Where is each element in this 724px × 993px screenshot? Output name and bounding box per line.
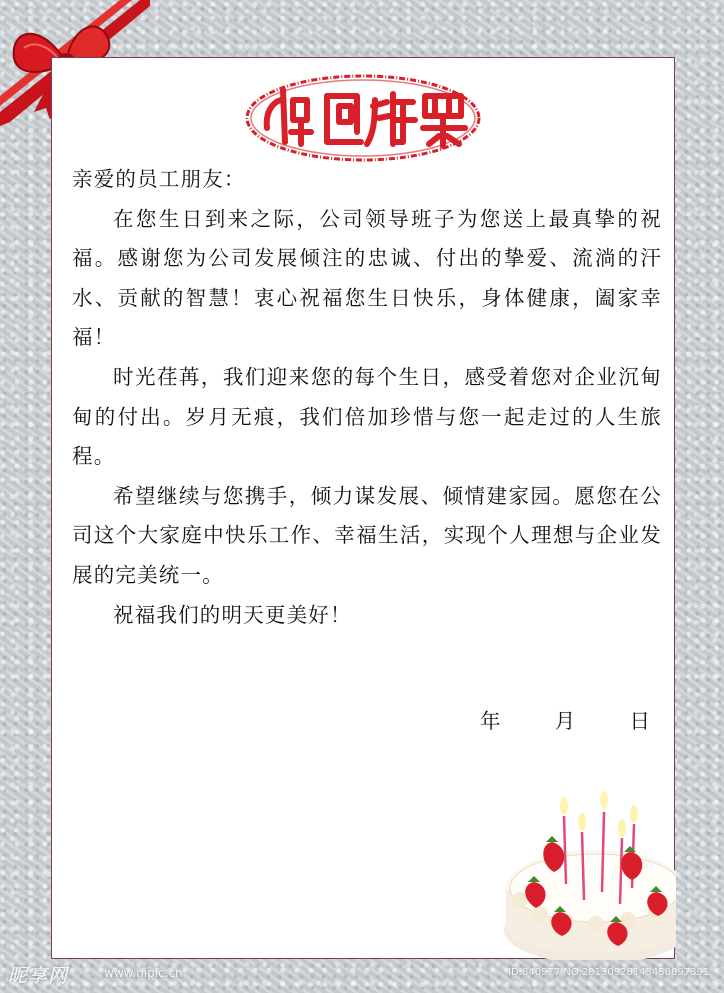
watermark-id: ID:840977 NO:20130928143450097391 xyxy=(508,967,710,978)
date-day: 日 xyxy=(629,709,650,733)
date-line xyxy=(480,704,650,734)
letter-paragraph: 希望继续与您携手，倾力谋发展、倾情建家园。愿您在公司这个大家庭中快乐工作、幸福生活，实现个人理想与企业发展的完美统一。 xyxy=(72,483,662,587)
letter-paragraph: 祝福我们的明天更美好！ xyxy=(113,602,352,627)
watermark-url: www.nipic.cn xyxy=(104,966,183,980)
salutation: 亲爱的员工朋友： xyxy=(72,167,246,191)
date-year: 年 xyxy=(480,709,501,733)
watermark-logo: 昵享网 xyxy=(8,965,69,987)
letter-paragraph: 时光荏苒，我们迎来您的每个生日，感受着您对企业沉甸甸的付出。岁月无痕，我们倍加珍惜与您一起走过的人生旅程。 xyxy=(72,364,662,469)
birthday-cake-icon xyxy=(500,780,676,960)
letter-body xyxy=(72,160,662,635)
date-month: 月 xyxy=(554,709,576,733)
letter-paragraph: 在您生日到来之际，公司领导班子为您送上最真挚的祝福。感谢您为公司发展倾注的忠诚、付出的挚爱、流淌的汗水、贡献的智慧！衷心祝福您生日快乐，身体健康，阖家幸福！ xyxy=(72,206,662,350)
birthday-seal-logo xyxy=(243,72,483,164)
